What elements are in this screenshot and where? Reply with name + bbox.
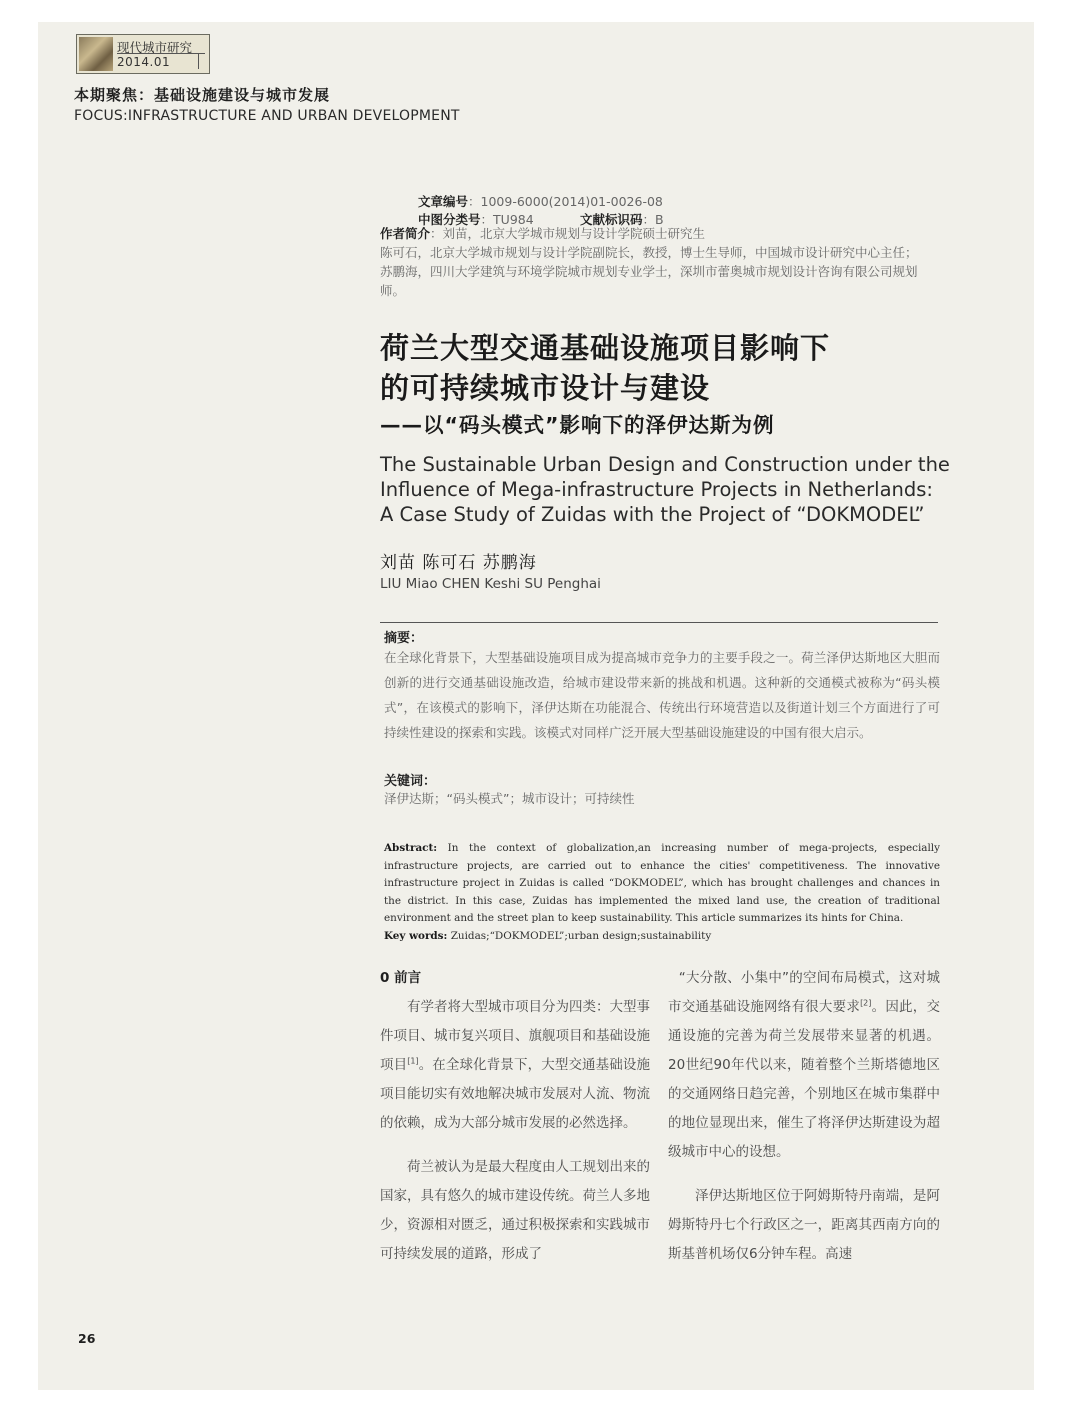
citation-ref: [2] [860,998,872,1008]
focus-title-en: FOCUS:INFRASTRUCTURE AND URBAN DEVELOPMENT [74,108,460,124]
keywords-cn-label: 关键词： [384,774,437,789]
document-code: 文献标识码：B [580,212,664,227]
citation-ref: [1] [407,1056,419,1066]
keywords-en-label: Key words: [384,929,448,942]
class-number-label: 中图分类号 [418,212,481,227]
author-intro-line2: 陈可石，北京大学城市规划与设计学院副院长，教授，博士生导师，中国城市设计研究中心主任； [380,245,918,260]
body-paragraph: 有学者将大型城市项目分为四类：大型事件项目、城市复兴项目、旗舰项目和基础设施项目[1]。在全球化背景下，大型交通基础设施项目能切实有效地解决城市发展对人流、物流的依赖，成为大部分城市发展的必然选择。 [380,999,651,1131]
page-number: 26 [78,1331,96,1346]
body-paragraph: 泽伊达斯地区位于阿姆斯特丹南端，是阿姆斯特丹七个行政区之一，距离其西南方向的斯基普机场仅6分钟车程。高速 [668,1188,940,1262]
class-number-value: TU984 [493,212,534,227]
body-column-right [668,964,940,1269]
badge-tick [198,53,199,69]
focus-title-cn: 本期聚焦：基础设施建设与城市发展 [74,86,331,104]
title-cn [380,328,960,408]
document-code-value: B [655,212,664,227]
document-code-label: 文献标识码 [580,212,643,227]
abstract-en [384,840,940,945]
badge-divider [117,53,205,54]
subtitle-cn: ——以“码头模式”影响下的泽伊达斯为例 [380,413,775,437]
article-number: 文章编号：1009-6000(2014)01-0026-08 [418,194,663,209]
title-en [380,452,960,527]
author-intro: 作者简介：刘苗，北京大学城市规划与设计学院硕士研究生 陈可石，北京大学城市规划与设计学院副院长，教授，博士生导师，中国城市设计研究中心主任； 苏鹏海，四川大学建筑与环境学院城市规划专业学士，深圳市蕾奥城市规划设计咨询有限公司规划师。 [380,224,940,300]
author-intro-line1: 刘苗，北京大学城市规划与设计学院硕士研究生 [442,226,706,241]
title-en-line2: Influence of Mega-infrastructure Projects in Netherlands: [380,478,933,501]
abstract-en-label: Abstract: [384,842,438,854]
authors-en: LIU Miao CHEN Keshi SU Penghai [380,576,601,592]
class-number: 中图分类号：TU984 [418,212,534,227]
author-intro-line3: 苏鹏海，四川大学建筑与环境学院城市规划专业学士，深圳市蕾奥城市规划设计咨询有限公司规划师。 [380,264,918,298]
title-cn-line2: 的可持续城市设计与建设 [380,371,711,405]
keywords-en: Zuidas;“DOKMODEL”;urban design;sustainability [450,929,712,942]
title-en-line3: A Case Study of Zuidas with the Project of “DOKMODEL” [380,503,925,526]
journal-logo-image [79,37,113,71]
abstract-en-body: In the context of globalization,an increasing number of mega-projects, especially infrastructure projects, are carried out to enhance the cities' competitiveness. The innovative infrastructure project in Zuidas is called “DOKMODEL”, which has brought challenges and chances in the district. In this case, Zuidas has implemented the mixed land use, the creation of traditional environment and the street plan to keep sustainability. This article summarizes its hints for China. [384,842,940,924]
author-intro-label: 作者简介 [380,226,431,241]
article-number-value: 1009-6000(2014)01-0026-08 [480,194,663,209]
body-paragraph: “大分散、小集中”的空间布局模式，这对城市交通基础设施网络有很大要求[2]。因此，交通设施的完善为荷兰发展带来显著的机遇。20世纪90年代以来，随着整个兰斯塔德地区的交通网络日趋完善，个别地区在城市集群中的地位显现出来，催生了将泽伊达斯建设为超级城市中心的设想。 [668,970,940,1160]
journal-name: 现代城市研究 [117,40,193,55]
body-paragraph: 荷兰被认为是最大程度由人工规划出来的国家，具有悠久的城市建设传统。荷兰人多地少，资源相对匮乏，通过积极探索和实践城市可持续发展的道路，形成了 [380,1159,650,1262]
abstract-cn-label: 摘要： [384,631,424,646]
article-number-label: 文章编号 [418,194,469,209]
abstract-divider [380,622,938,623]
section-heading: 0 前言 [380,970,422,986]
body-column-left [380,964,650,1269]
keywords-cn: 泽伊达斯；“码头模式”；城市设计；可持续性 [384,791,635,806]
title-en-line1: The Sustainable Urban Design and Construction under the [380,453,950,476]
authors-cn: 刘苗 陈可石 苏鹏海 [380,553,537,573]
abstract-cn-body: 在全球化背景下，大型基础设施项目成为提高城市竞争力的主要手段之一。荷兰泽伊达斯地区大胆而创新的进行交通基础设施改造，给城市建设带来新的挑战和机遇。这种新的交通模式被称为“码头模式”，在该模式的影响下，泽伊达斯在功能混合、传统出行环境营造以及街道计划三个方面进行了可持续性建设的探索和实践。该模式对同样广泛开展大型基础设施建设的中国有很大启示。 [384,650,940,740]
journal-issue: 2014.01 [117,55,171,69]
title-cn-line1: 荷兰大型交通基础设施项目影响下 [380,331,831,365]
journal-badge [76,34,210,74]
